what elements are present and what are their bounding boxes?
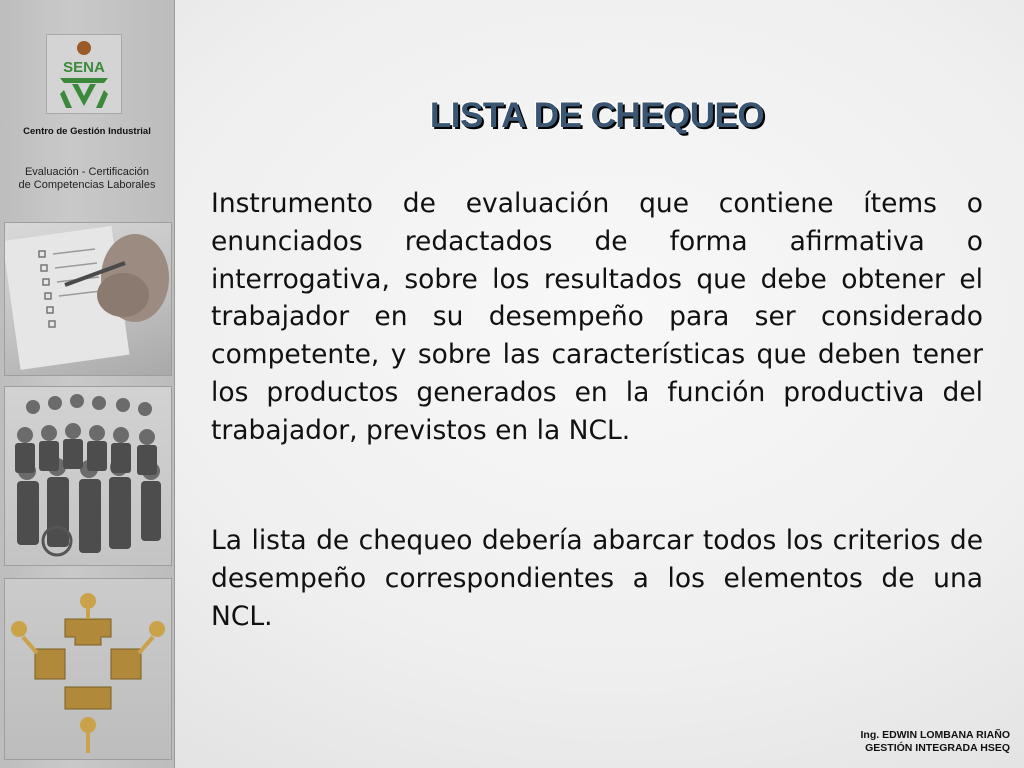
slide-title: LISTA DE CHEQUEO — [429, 96, 765, 135]
evaluation-line-2: de Competencias Laborales — [18, 179, 156, 191]
workers-photo — [4, 386, 172, 566]
definition-paragraph: Instrumento de evaluación que contiene ítems o enunciados redactados de forma afirmativa o interrogativa, sobre los resultados que debe obtener el trabajador en su desempeño para ser considerado competente, y sobre las características que deben tener los productos generados en la función productiva del trabajador, previstos en la NCL. — [211, 188, 983, 446]
checklist-photo — [4, 222, 172, 376]
center-name: Centro de Gestión Industrial — [23, 126, 151, 137]
footer-author: Ing. EDWIN LOMBANA RIAÑO — [860, 729, 1010, 741]
evaluation-label — [0, 166, 174, 192]
logo-text: SENA — [63, 59, 105, 76]
coverage-paragraph: La lista de chequeo debería abarcar todos los criterios de desempeño correspondientes a los elementos de una NCL. — [211, 525, 983, 632]
puzzle-figures-image — [4, 578, 172, 760]
evaluation-line-1: Evaluación - Certificación — [24, 166, 150, 178]
footer-department: GESTIÓN INTEGRADA HSEQ — [865, 742, 1010, 754]
footer-credits — [860, 729, 1010, 755]
